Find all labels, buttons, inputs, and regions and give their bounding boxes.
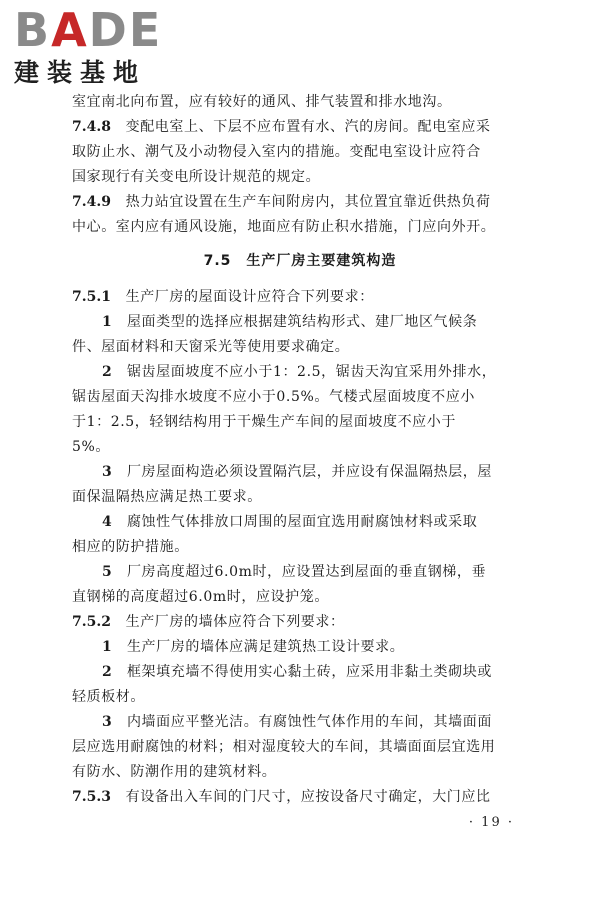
clause-text: 生产厂房的墙体应符合下列要求： — [125, 614, 345, 630]
list-item-5 — [72, 560, 528, 585]
clause-text: 生产厂房的屋面设计应符合下列要求： — [125, 289, 374, 305]
clause-7-5-3 — [72, 785, 528, 810]
list-item-2 — [72, 660, 528, 685]
item-text: 内墙面应平整光洁。有腐蚀性气体作用的车间，其墙面面 — [126, 714, 492, 730]
clause-number: 7.5.2 — [72, 614, 111, 630]
list-item-2 — [72, 360, 528, 385]
item-number: 5 — [102, 564, 113, 580]
logo-wordmark — [14, 3, 184, 57]
list-item-1 — [72, 635, 528, 660]
clause-number: 7.5.1 — [72, 289, 111, 305]
item-text: 框架填充墙不得使用实心黏土砖，应采用非黏土类砌块或 — [126, 664, 492, 680]
item-text: 生产厂房的墙体应满足建筑热工设计要求。 — [126, 639, 405, 655]
paragraph-line: 于1：2.5，轻钢结构用于干燥生产车间的屋面坡度不应小于 — [72, 414, 456, 430]
paragraph-line: 室宜南北向布置，应有较好的通风、排气装置和排水地沟。 — [72, 94, 452, 110]
item-text: 厂房屋面构造必须设置隔汽层，并应设有保温隔热层，屋 — [126, 464, 492, 480]
list-item-3 — [72, 460, 528, 485]
paragraph-line: 件、屋面材料和天窗采光等使用要求确定。 — [72, 339, 350, 355]
paragraph-line: 直钢梯的高度超过6.0m时，应设护笼。 — [72, 589, 329, 605]
paragraph-line: 国家现行有关变电所设计规范的规定。 — [72, 169, 321, 185]
item-number: 1 — [102, 639, 113, 655]
item-number: 1 — [102, 314, 113, 330]
paragraph-line: 面保温隔热应满足热工要求。 — [72, 489, 262, 505]
clause-number: 7.5.3 — [72, 789, 111, 805]
list-item-1 — [72, 310, 528, 335]
clause-7-5-1 — [72, 285, 528, 310]
clause-number: 7.4.8 — [72, 119, 111, 135]
paragraph-line: 有防水、防潮作用的建筑材料。 — [72, 764, 277, 780]
item-number: 2 — [102, 364, 113, 380]
paragraph-line: 轻质板材。 — [72, 689, 145, 705]
logo-letter-b: B — [14, 3, 52, 57]
body-text — [72, 90, 528, 810]
item-text: 厂房高度超过6.0m时，应设置达到屋面的垂直钢梯，垂 — [126, 564, 487, 580]
list-item-3 — [72, 710, 528, 735]
item-number: 3 — [102, 464, 113, 480]
logo-letters-de: DE — [88, 3, 163, 57]
logo-subtitle: 建装基地 — [14, 58, 147, 87]
paragraph-line: 中心。室内应有通风设施，地面应有防止积水措施，门应向外开。 — [72, 219, 496, 235]
item-number: 4 — [102, 514, 113, 530]
paragraph-line: 5%。 — [72, 439, 111, 455]
section-heading: 7.5 生产厂房主要建筑构造 — [203, 253, 397, 269]
paragraph-line: 层应选用耐腐蚀的材料；相对湿度较大的车间，其墙面面层宜选用 — [72, 739, 496, 755]
logo-letter-a-accent: A — [51, 3, 89, 57]
item-text: 屋面类型的选择应根据建筑结构形式、建厂地区气候条 — [126, 314, 478, 330]
paragraph-line: 锯齿屋面天沟排水坡度不应小于0.5%。气楼式屋面坡度不应小 — [72, 389, 475, 405]
clause-number: 7.4.9 — [72, 194, 111, 210]
bade-logo — [14, 3, 184, 88]
item-number: 3 — [102, 714, 113, 730]
item-text: 锯齿屋面坡度不应小于1：2.5，锯齿天沟宜采用外排水， — [126, 364, 497, 380]
page-number: · 19 · — [468, 815, 514, 830]
clause-7-4-8 — [72, 115, 528, 140]
clause-text: 变配电室上、下层不应布置有水、汽的房间。配电室应采 — [125, 119, 491, 135]
list-item-4 — [72, 510, 528, 535]
clause-text: 有设备出入车间的门尺寸，应按设备尺寸确定，大门应比 — [125, 789, 491, 805]
item-number: 2 — [102, 664, 113, 680]
clause-7-5-2 — [72, 610, 528, 635]
clause-7-4-9 — [72, 190, 528, 215]
paragraph-line: 相应的防护措施。 — [72, 539, 189, 555]
paragraph-line: 取防止水、潮气及小动物侵入室内的措施。变配电室设计应符合 — [72, 144, 481, 160]
item-text: 腐蚀性气体排放口周围的屋面宜选用耐腐蚀材料或采取 — [126, 514, 478, 530]
clause-text: 热力站宜设置在生产车间附房内，其位置宜靠近供热负荷 — [125, 194, 491, 210]
